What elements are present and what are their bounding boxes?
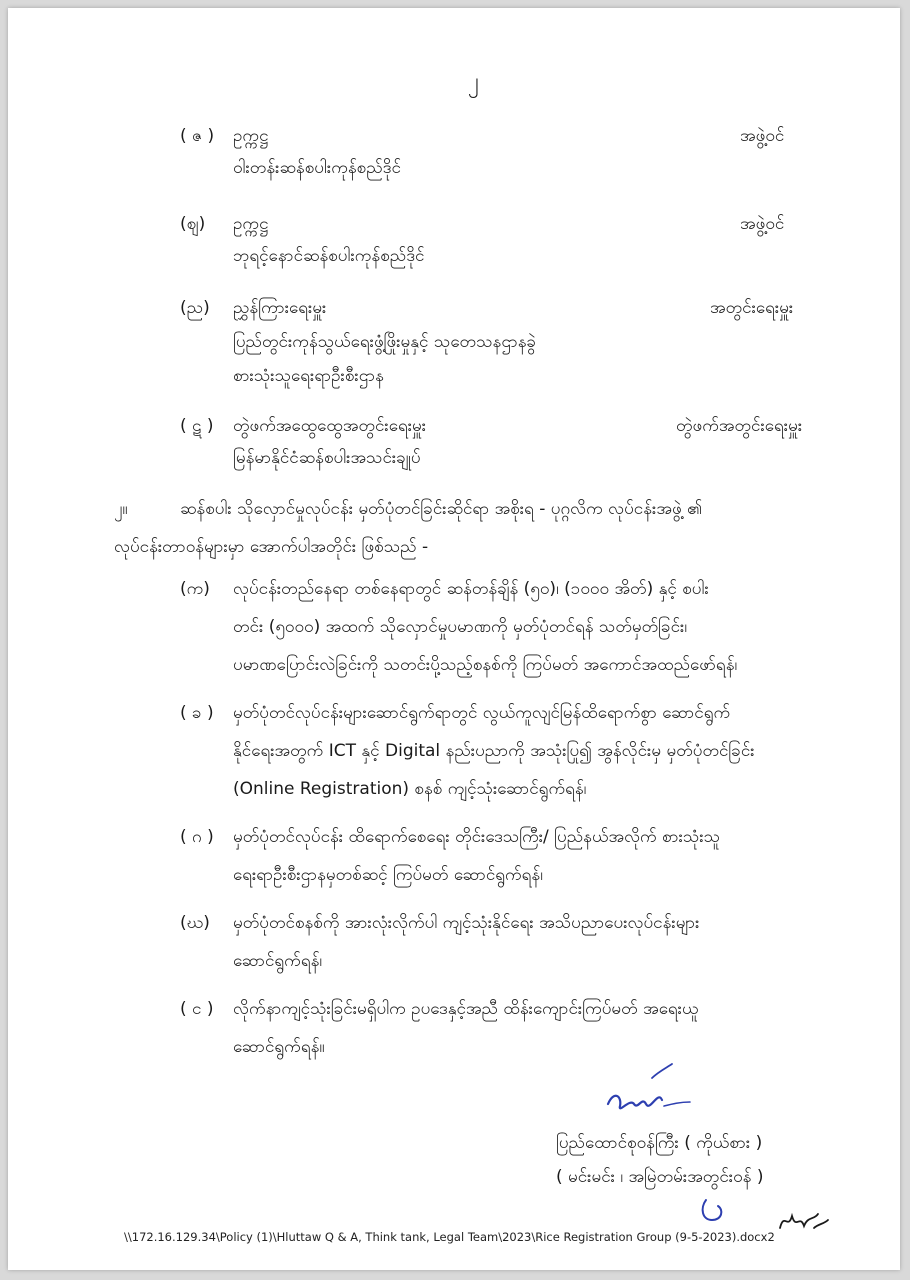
signature-title: ပြည်ထောင်စုဝန်ကြီး ( ကိုယ်စား ) (556, 1133, 763, 1153)
item-text-line: မှတ်ပုံတင်လုပ်ငန်း ထိရောက်စေရေး တိုင်းဒေသကြီး/ ပြည်နယ်အလိုက် စားသုံးသူ (233, 827, 721, 847)
member-number: ( ဋ ) (180, 416, 214, 436)
item-text-line: မှတ်ပုံတင်လုပ်ငန်းများဆောင်ရွက်ရာတွင် လွယ်ကူလျင်မြန်ထိရောက်စွာ ဆောင်ရွက် (233, 703, 731, 723)
item-text-line: တင်း (၅၀၀၀) အထက် သိုလှောင်မှုပမာဏကို မှတ်ပုံတင်ရန် သတ်မှတ်ခြင်း၊ (233, 617, 688, 637)
item-text-line: ဆောင်ရွက်ရန်၊ (233, 951, 323, 971)
item-text-line: (Online Registration) စနစ် ကျင့်သုံးဆောင်ရွက်ရန်၊ (233, 779, 587, 799)
section-intro: ဆန်စပါး သိုလှောင်မှုလုပ်ငန်း မှတ်ပုံတင်ခြင်းဆိုင်ရာ အစိုးရ - ပုဂ္ဂလိက လုပ်ငန်းအဖွဲ့ ၏ (180, 499, 703, 519)
member-department: စားသုံးသူရေးရာဦးစီးဌာန (233, 366, 384, 386)
item-text-line: ဆောင်ရွက်ရန်။ (233, 1037, 325, 1057)
section-number: ၂။ (114, 499, 128, 519)
file-path-footer: \\172.16.129.34\Policy (1)\Hluttaw Q & A, Think tank, Legal Team\2023\Rice Registration Group (9-5-2023).docx2 (124, 1230, 775, 1244)
item-text-line: ပမာဏပြောင်းလဲခြင်းကို သတင်းပို့သည့်စနစ်ကို ကြပ်မတ် အကောင်အထည်ဖော်ရန်၊ (233, 655, 738, 675)
member-organization: ပြည်တွင်းကုန်သွယ်ရေးဖွံ့ဖြိုးမှုနှင့် သုတေသနဌာနခွဲ (233, 332, 537, 352)
member-title: ညွှန်ကြားရေးမှူး (233, 298, 327, 318)
item-text-line: နိုင်ရေးအတွက် ICT နှင့် Digital နည်းပညာကို အသုံးပြု၍ အွန်လိုင်းမှ မှတ်ပုံတင်ခြင်း (233, 741, 755, 761)
signature-scribble (600, 1060, 700, 1124)
member-organization: ဝါးတန်းဆန်စပါးကုန်စည်ဒိုင် (233, 158, 401, 178)
member-role: အဖွဲ့ဝင် (740, 126, 785, 146)
member-role: အဖွဲ့ဝင် (740, 214, 785, 234)
member-role: တွဲဖက်အတွင်းရေးမှူး (676, 416, 803, 436)
item-text-line: ရေးရာဦးစီးဌာနမှတစ်ဆင့် ကြပ်မတ် ဆောင်ရွက်ရန်၊ (233, 865, 543, 885)
member-role: အတွင်းရေးမှူး (710, 298, 794, 318)
item-number: ( င ) (180, 999, 214, 1019)
item-number: (ဃ) (180, 913, 210, 933)
page-number: ၂ (468, 69, 479, 94)
section-intro: လုပ်ငန်းတာဝန်များမှာ အောက်ပါအတိုင်း ဖြစ်သည် - (114, 537, 429, 557)
document-page (8, 8, 900, 1270)
member-number: (ဈ) (180, 214, 206, 234)
initial-scribble (696, 1194, 736, 1230)
item-text-line: လုပ်ငန်းတည်နေရာ တစ်နေရာတွင် ဆန်တန်ချိန် (၅၀)၊ (၁၀၀၀ အိတ်) နှင့် စပါး (233, 579, 709, 599)
member-title: တွဲဖက်အထွေထွေအတွင်းရေးမှူး (233, 416, 427, 436)
item-text-line: လိုက်နာကျင့်သုံးခြင်းမရှိပါက ဥပဒေနှင့်အညီ ထိန်းကျောင်းကြပ်မတ် အရေးယူ (233, 999, 699, 1019)
member-organization: ဘုရင့်နောင်ဆန်စပါးကုန်စည်ဒိုင် (233, 246, 425, 266)
member-number: (ည) (180, 298, 210, 318)
item-text-line: မှတ်ပုံတင်စနစ်ကို အားလုံးလိုက်ပါ ကျင့်သုံးနိုင်ရေး အသိပညာပေးလုပ်ငန်းများ (233, 913, 700, 933)
item-number: (က) (180, 579, 210, 599)
signature-name: ( မင်းမင်း ၊ အမြဲတမ်းအတွင်းဝန် ) (556, 1167, 764, 1187)
member-title: ဥက္ကဋ္ဌ (233, 214, 269, 234)
initial-scribble (774, 1202, 834, 1238)
item-number: ( ဂ ) (180, 827, 214, 847)
member-number: ( ဇ ) (180, 126, 215, 146)
item-number: ( ခ ) (180, 703, 214, 723)
member-title: ဥက္ကဋ္ဌ (233, 126, 269, 146)
member-organization: မြန်မာနိုင်ငံဆန်စပါးအသင်းချုပ် (233, 448, 421, 468)
